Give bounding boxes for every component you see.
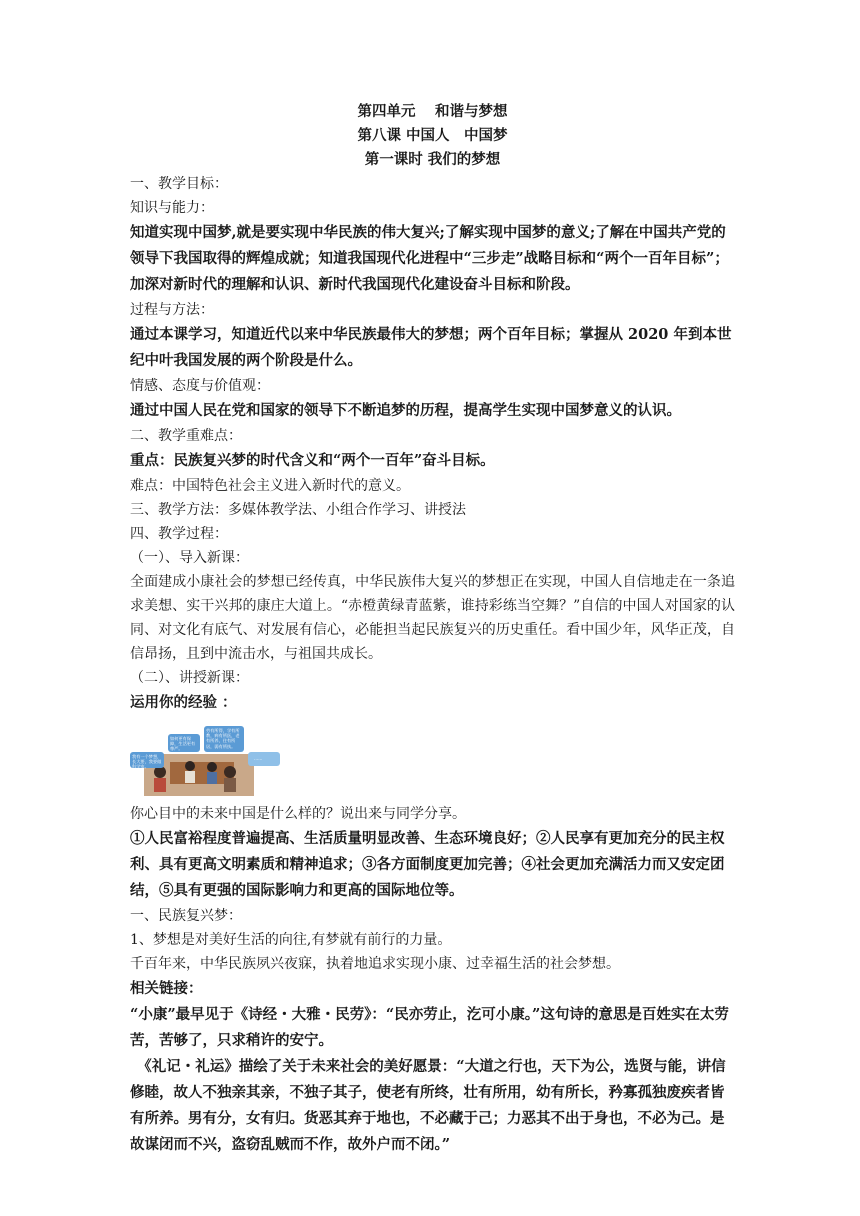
- section-heading: 四、教学过程：: [130, 526, 228, 542]
- speech-bubble: ……: [254, 756, 263, 761]
- paragraph: 全面建成小康社会的梦想已经传真，中华民族伟大复兴的梦想正在实现，中国人自信地走在一条追求美想、实干兴邦的康庄大道上。“赤橙黄绿青蓝紫，谁持彩练当空舞？”自信的中国人对国家的认同、对文化有底气、对发展有信心，必能担当起民族复兴的历史重任。看中国少年，风华正茂，自信昂扬，且到中流击水，与祖国共成长。: [130, 574, 735, 662]
- speech-bubble: 我有一个梦想，长大要，我要做科学家。: [132, 754, 162, 770]
- subheading: 过程与方法：: [130, 302, 214, 318]
- period-title: 第一课时 我们的梦想: [364, 151, 501, 168]
- classroom-illustration: [130, 724, 282, 796]
- subheading: 运用你的经验 ：: [130, 694, 237, 711]
- subheading: 情感、态度与价值观：: [130, 378, 270, 394]
- paragraph: “小康”最早见于《诗经・大雅・民劳》：“民亦劳止，汔可小康。”这句诗的意思是百姓实在太劳苦，苦够了，只求稍许的安宁。: [130, 1006, 729, 1049]
- related-links-heading: 相关链接：: [130, 980, 203, 997]
- section-heading: 一、民族复兴梦：: [130, 908, 242, 924]
- answer: ①人民富裕程度普遍提高、生活质量明显改善、生态环境良好；②人民享有更加充分的民主权利、具有更高文明素质和精神追求；③各方面制度更加完善；④社会更加充满活力而又安定团结，⑤具有更强的国际影响力和更高的国际地位等。: [130, 830, 725, 899]
- section-heading: 三、教学方法：多媒体教学法、小组合作学习、讲授法: [130, 502, 466, 518]
- key-point: 重点：民族复兴梦的时代含义和“两个一百年”奋斗目标。: [130, 452, 495, 469]
- question: 你心目中的未来中国是什么样的？说出来与同学分享。: [130, 806, 466, 822]
- paragraph: 知道实现中国梦,就是要实现中华民族的伟大复兴;了解实现中国梦的意义;了解在中国共产党的领导下我国取得的辉煌成就；知道我国现代化进程中“三步走”战略目标和“两个一百年目标”；加深对新时代的理解和认识、新时代我国现代化建设奋斗目标和阶段。: [130, 224, 729, 293]
- document-page: [130, 100, 735, 1158]
- paragraph: 《礼记・礼运》描绘了关于未来社会的美好愿景：“大道之行也，天下为公，选贤与能，讲信修睦，故人不独亲其亲，不独子其子，使老有所终，壮有所用，幼有所长，矜寡孤独废疾者皆有所养。男有分，女有归。货恶其弃于地也，不必藏于己；力恶其不出于身也，不必为己。是故谋闭而不兴，盗窃乱贼而不作，故外户而不闭。”: [130, 1058, 726, 1153]
- lesson-title: 第八课 中国人 中国梦: [357, 127, 508, 144]
- paragraph: 通过本课学习，知道近代以来中华民族最伟大的梦想；两个百年目标；掌握从 2020 年到本世纪中叶我国发展的两个阶段是什么。: [130, 326, 732, 369]
- section-heading: 二、教学重难点：: [130, 428, 242, 444]
- paragraph: 通过中国人民在党和国家的领导下不断追梦的历程，提高学生实现中国梦意义的认识。: [130, 402, 681, 419]
- subheading: （一）、导入新课：: [130, 550, 249, 566]
- unit-title: 第四单元 和谐与梦想: [357, 103, 508, 120]
- paragraph: 1、梦想是对美好生活的向往,有梦就有前行的力量。: [130, 932, 452, 948]
- difficult-point: 难点：中国特色社会主义进入新时代的意义。: [130, 478, 410, 494]
- paragraph: 千百年来，中华民族夙兴夜寐，执着地追求实现小康、过幸福生活的社会梦想。: [130, 956, 620, 972]
- section-heading: 一、教学目标：: [130, 176, 228, 192]
- speech-bubble: 劳有所得，学有所教，病有所医，老有所养，住有所居，弱有所扶。: [206, 728, 240, 749]
- speech-bubble: 如何更有保障，生活更有尊严。: [170, 736, 196, 752]
- subheading: 知识与能力：: [130, 200, 214, 216]
- subheading: （二）、讲授新课：: [130, 670, 249, 686]
